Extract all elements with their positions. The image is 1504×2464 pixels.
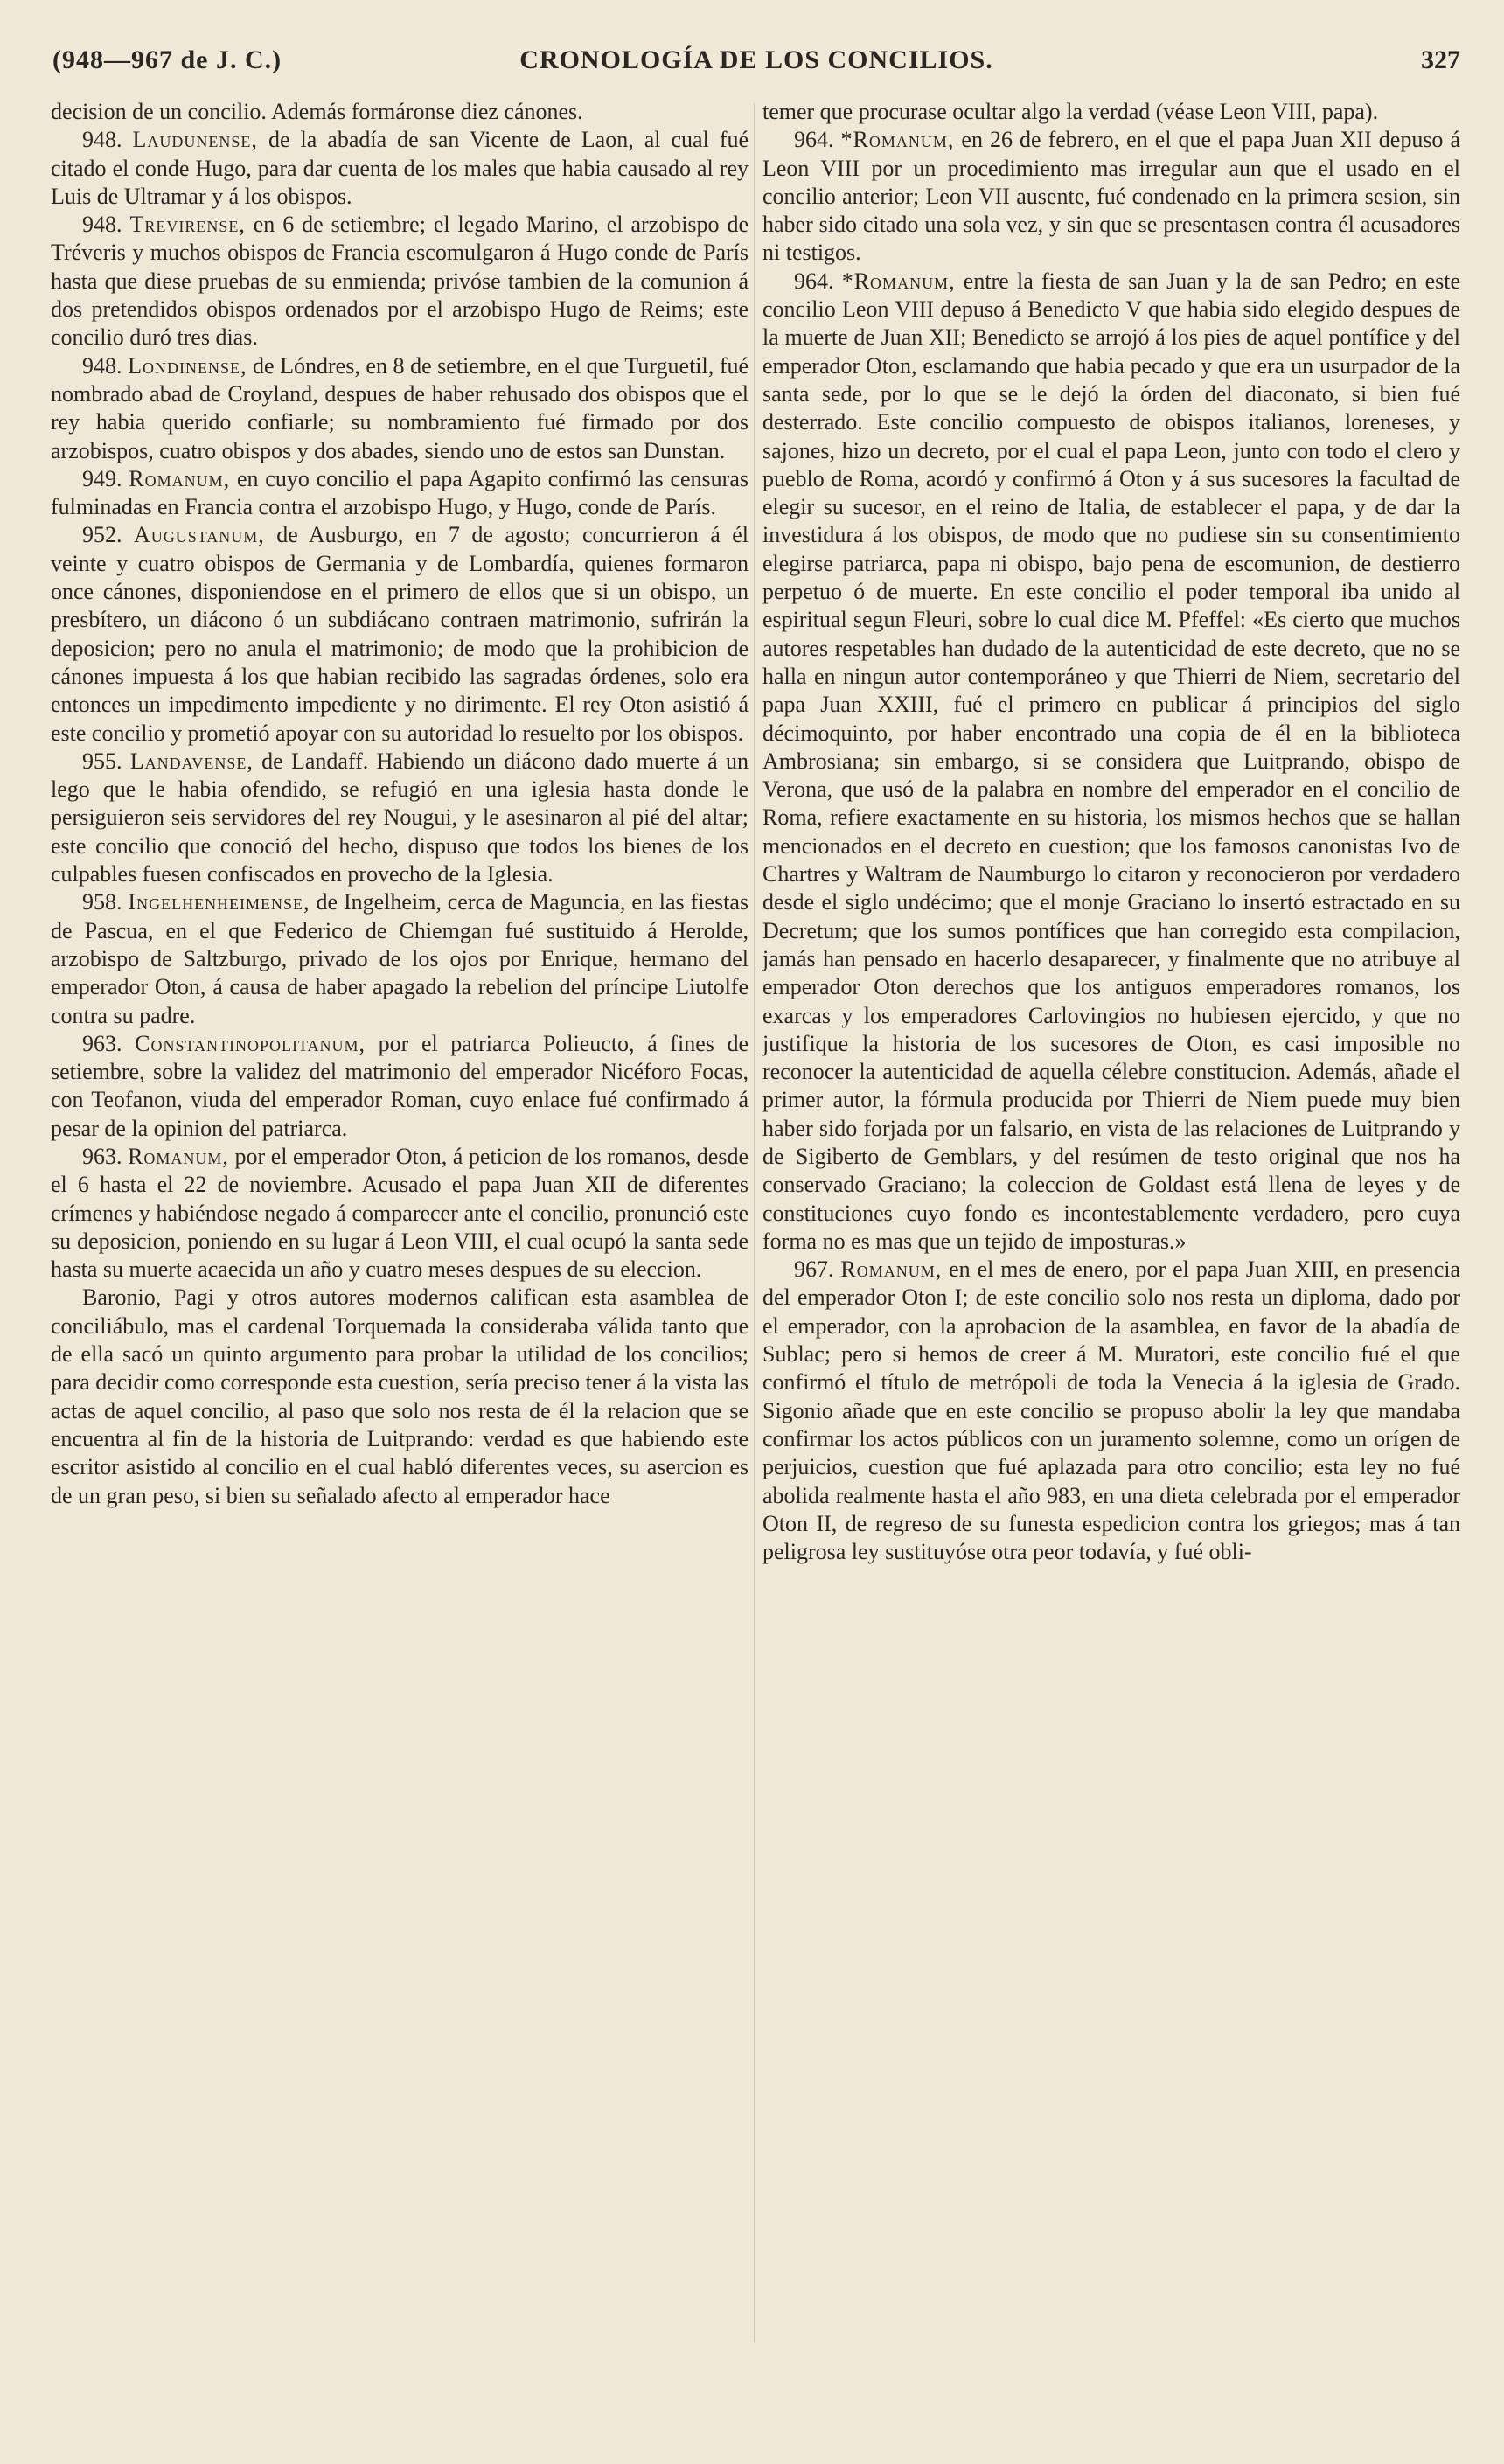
entry: 964. *Romanum, entre la fiesta de san Juan y la de san Pedro; en este concilio Leon VIII depuso á Benedicto V que habia sido elegido despues de la muerte de Juan XII; Benedicto se arrojó á los pies de aquel pontífice y del emperador Oton, esclamando que habia pecado y que era un usurpador de la santa sede, por lo que se le dejó la órden del diaconato, si bien fué desterrado. Este concilio compuesto de obispos italianos, loreneses, y sajones, hizo un decreto, por el cual el papa Leon, junto con todo el clero y pueblo de Roma, acordó y confirmó á Oton y á sus sucesores la facultad de elegir su sucesor, en el reino de Italia, de establecer el papa, y de dar la investidura á los obispos, de modo que no pudiese sin su consentimiento elegirse patriarca, papa ni obispo, bajo pena de escomunion, de destierro perpetuo ó de muerte. En este concilio el poder temporal iba unido al espiritual segun Fleuri, sobre lo cual dice M. Pfeffel: «Es cierto que muchos autores respetables han dudado de la autenticidad de este decreto, que no se halla en ningun autor contemporáneo y que Thierri de Niem, secretario del papa Juan XXIII, fué el primero en publicar á principios del siglo décimoquinto, por haber encontrado una copia de él en la biblioteca Ambrosiana; sin embargo, si se considera que Luitprando, obispo de Verona, que usó de la palabra en nombre del emperador en el concilio de Roma, refiere exactamente en su historia, los mismos hechos que se hallan mencionados en el decreto en cuestion; que los famosos canonistas Ivo de Chartres y Waltram de Naumburgo lo citaron y reconocieron por verdadero desde el siglo undécimo; que el monje Graciano lo insertó estractado en su Decretum; que los sumos pontífices que han corregido esta compilacion, jamás han pensado en hacerlo desaparecer, y finalmente que no atribuye al emperador Oton derechos que los antiguos emperadores romanos, los exarcas y los emperadores Carlovingios no hubiesen ejercido, y que no justifique la historia de los sucesores de Oton, es casi imposible no reconocer la autenticidad de aquella célebre constitucion. Además, añade el primer autor, la fórmula producida por Thierri de Niem puede muy bien haber sido forjada por un falsario, en vista de las relaciones de Luitprando y de Sigiberto de Gemblars, y del resúmen de testo original que nos ha conservado Graciano; la coleccion de Goldast está llena de leyes y de constituciones cuyo fondo es incontestablemente verdadero, pero cuya forma no es mas que un tejido de imposturas.»	[762, 268, 1461, 1254]
paragraph: decision de un concilio. Además formáronse diez cánones.	[51, 99, 583, 124]
entry: 963. Constantinopolitanum, por el patriarca Polieucto, á fines de setiembre, sobre la validez del matrimonio del emperador Nicéforo Focas, con Teofanon, viuda del emperador Roman, cuyo enlace fué confirmado á pesar de la opinion del patriarca.	[51, 1030, 749, 1141]
left-column	[51, 98, 749, 1510]
entry: 949. Romanum, en cuyo concilio el papa Agapito confirmó las censuras fulminadas en Francia contra el arzobispo Hugo, y Hugo, conde de París.	[51, 465, 749, 520]
entry: 955. Landavense, de Landaff. Habiendo un diácono dado muerte á un lego que le habia ofendido, se refugió en una iglesia hasta donde le persiguieron seis servidores del rey Nougui, y le asesinaron al pié del altar; este concilio que conoció del hecho, dispuso que todos los bienes de los culpables fuesen confiscados en provecho de la Iglesia.	[51, 748, 749, 887]
entry: 964. *Romanum, en 26 de febrero, en el que el papa Juan XII depuso á Leon VIII por un procedimiento mas irregular aun que el usado en el concilio anterior; Leon VII ausente, fué condenado en la primera sesion, sin haber sido citado una sola vez, y sin que se presentasen contra él acusadores ni testigos.	[762, 127, 1461, 266]
running-title: CRONOLOGÍA DE LOS CONCILIOS.	[519, 45, 993, 74]
date-range: (948—967 de J. C.)	[52, 45, 282, 74]
entry: 958. Ingelhenheimense, de Ingelheim, cerca de Maguncia, en las fiestas de Pascua, en el que Federico de Chiemgan fué sustituido á Herolde, arzobispo de Saltzburgo, privado de los ojos por Enrique, hermano del emperador Oton, á causa de haber apagado la rebelion del príncipe Liutolfe contra su padre.	[51, 889, 749, 1028]
entry: 967. Romanum, en el mes de enero, por el papa Juan XIII, en presencia del emperador Oton I; de este concilio solo nos resta un diploma, dado por el emperador, con la aprobacion de la asamblea, en favor de la abadía de Sublac; pero si hemos de creer á M. Muratori, este concilio fué el que confirmó el título de metrópoli de toda la Venecia á la iglesia de Grado. Sigonio añade que en este concilio se propuso abolir la ley que mandaba confirmar los actos públicos con un juramento solemne, como un orígen de perjuicios, cuestion que fué aplazada para otro concilio; esta ley no fué abolida realmente hasta el año 983, en una dieta celebrada por el emperador Oton II, de regreso de su funesta espedicion contra los griegos; mas á tan peligrosa ley sustituyóse otra peor todavía, y fué obli-	[762, 1256, 1460, 1565]
right-column	[762, 98, 1460, 1566]
paragraph: Baronio, Pagi y otros autores modernos califican esta asamblea de conciliábulo, mas el cardenal Torquemada la consideraba válida tanto que de ella sacó un quinto argumento para probar la utilidad de los concilios; para decidir como corresponde esta cuestion, sería preciso tener á la vista las actas de aquel concilio, al paso que solo nos resta de él la relacion que se encuentra al fin de la historia de Luitprando: verdad es que habiendo este escritor asistido al concilio en el cual habló diferentes veces, su asercion es de un gran peso, si bien su señalado afecto al emperador hace	[51, 1284, 749, 1508]
page-number: 327	[1421, 45, 1460, 74]
paragraph: temer que procurase ocultar algo la verdad (véase Leon VIII, papa).	[762, 99, 1379, 124]
entry: 948. Londinense, de Lóndres, en 8 de setiembre, en el que Turguetil, fué nombrado abad de Croyland, despues de haber rehusado dos obispos que el rey habia querido confiarle; su nombramiento fué firmado por dos arzobispos, cuatro obispos y dos abades, siendo uno de estos san Dunstan.	[51, 352, 749, 463]
column-divider	[754, 103, 755, 2342]
entry: 948. Trevirense, en 6 de setiembre; el legado Marino, el arzobispo de Tréveris y muchos obispos de Francia escomulgaron á Hugo conde de París hasta que diese pruebas de su enmienda; privóse tambien de la comunion á dos pretendidos obispos ordenados por el arzobispo Hugo de Reims; este concilio duró tres dias.	[51, 212, 749, 351]
page-header	[52, 45, 1460, 94]
entry: 952. Augustanum, de Ausburgo, en 7 de agosto; concurrieron á él veinte y cuatro obispos de Germania y de Lombardía, quienes formaron once cánones, disponiendose en el primero de ellos que si un obispo, un presbítero, un diácono ó un subdiácano contraen matrimonio, sufrirán la deposicion; pero no anula el matrimonio; de modo que la prohibicion de cánones impuesta á los que habian recibido las sagradas órdenes, solo era entonces un impedimento impediente y no dirimente. El rey Oton asistió á este concilio y prometió apoyar con su autoridad lo resuelto por los obispos.	[51, 522, 749, 746]
entry: 948. Laudunense, de la abadía de san Vicente de Laon, al cual fué citado el conde Hugo, para dar cuenta de los males que habia causado al rey Luis de Ultramar y á los obispos.	[51, 127, 749, 209]
entry: 963. Romanum, por el emperador Oton, á peticion de los romanos, desde el 6 hasta el 22 de noviembre. Acusado el papa Juan XII de diferentes crímenes y habiéndose negado á comparecer ante el concilio, pronunció este su deposicion, poniendo en su lugar á Leon VIII, el cual ocupó la santa sede hasta su muerte acaecida un año y cuatro meses despues de su eleccion.	[51, 1143, 749, 1283]
